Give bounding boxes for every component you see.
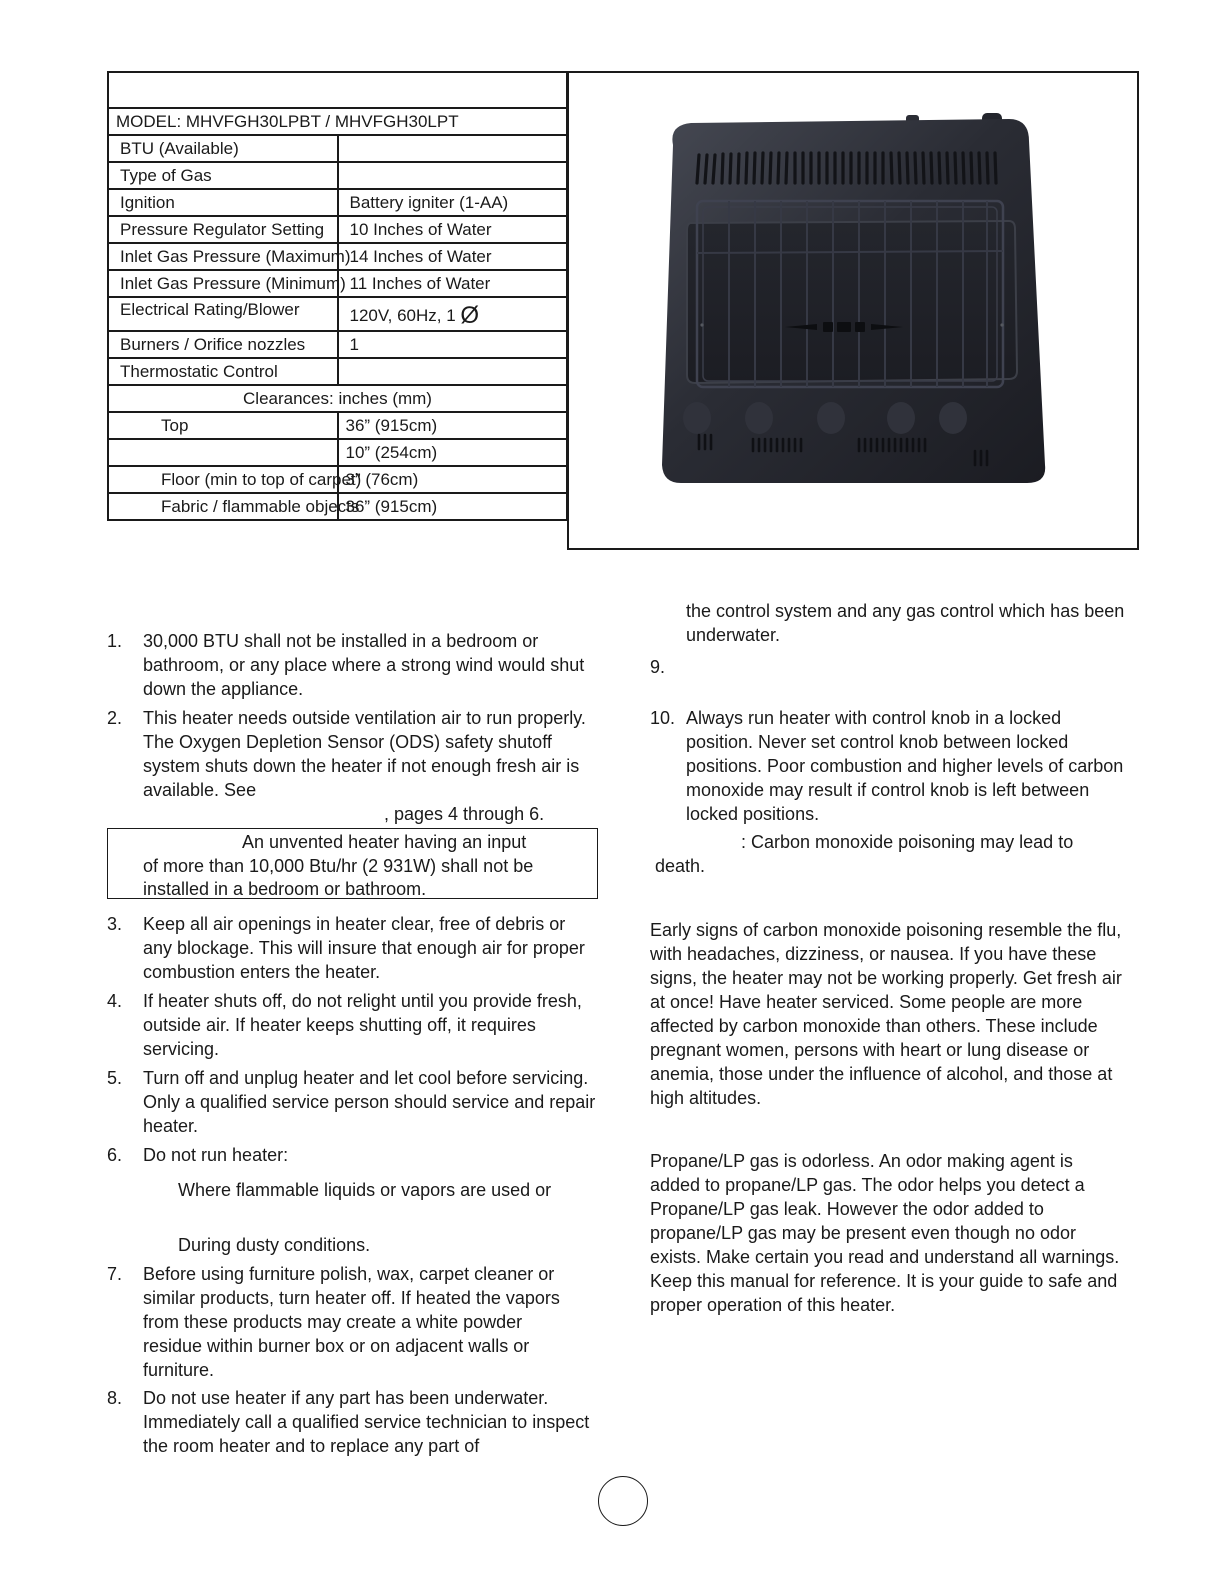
- clearance-label: Fabric / flammable objects: [108, 493, 338, 520]
- spec-value: [338, 135, 568, 162]
- clearance-row: [108, 412, 567, 439]
- list-item-8-continued: the control system and any gas control which has been underwater.: [686, 601, 1125, 645]
- spec-label: BTU (Available): [108, 135, 338, 162]
- clearance-row: [108, 493, 567, 520]
- spec-value: [338, 358, 568, 385]
- spec-value: [338, 297, 568, 331]
- clearance-row: [108, 439, 567, 466]
- list-item-4: If heater shuts off, do not relight until you provide fresh, outside air. If heater keeps shutting off, it requires servicing.: [143, 991, 582, 1059]
- list-item-5: Turn off and unplug heater and let cool before servicing. Only a qualified service person should service and repair heater.: [143, 1068, 596, 1136]
- spec-value: 14 Inches of Water: [338, 243, 568, 270]
- heater-illustration: [569, 73, 1137, 548]
- clearance-value: 10” (254cm): [338, 439, 568, 466]
- warning-line: An unvented heater having an input: [242, 832, 527, 852]
- spec-row: [108, 270, 567, 297]
- heater-photo-frame: [567, 71, 1139, 550]
- list-item-6-sub: Where flammable liquids or vapors are used or: [178, 1180, 552, 1200]
- electrical-rating-value: 120V, 60Hz, 1: [349, 306, 456, 325]
- list-item-6: Do not run heater:: [143, 1145, 289, 1165]
- clearance-label: Floor (min to top of carpet): [108, 466, 338, 493]
- front-panel: [687, 221, 1017, 383]
- spec-label: Burners / Orifice nozzles: [108, 331, 338, 358]
- spec-row: [108, 331, 567, 358]
- spec-model-cell: MODEL: MHVFGH30LPBT / MHVFGH30LPT: [108, 108, 567, 135]
- spec-label: Electrical Rating/Blower: [108, 297, 338, 331]
- clearance-row: [108, 466, 567, 493]
- spec-label: Type of Gas: [108, 162, 338, 189]
- spec-row: [108, 135, 567, 162]
- list-number: 10.: [650, 708, 676, 728]
- spec-row: [108, 243, 567, 270]
- list-item-3: Keep all air openings in heater clear, free of debris or any blockage. This will insure that enough air for proper combustion enters the heater.: [143, 914, 585, 982]
- list-item-10: Always run heater with control knob in a locked position. Never set control knob between locked positions. Poor combustion and higher levels of carbon monoxide may result if control knob is left between locked positions.: [686, 708, 1124, 824]
- spec-label: Pressure Regulator Setting: [108, 216, 338, 243]
- spec-table: [107, 71, 568, 521]
- clearances-title-row: [108, 385, 567, 412]
- list-item-7: Before using furniture polish, wax, carpet cleaner or similar products, turn heater off. If heated the vapors from these products may create a white powder residue within burner box or on adjacent walls or furniture.: [143, 1264, 560, 1380]
- spec-value: 11 Inches of Water: [338, 270, 568, 297]
- list-item-6-sub: During dusty conditions.: [178, 1235, 371, 1255]
- co-warning-line: : Carbon monoxide poisoning may lead to: [741, 832, 1074, 852]
- list-number: 5.: [107, 1068, 123, 1088]
- list-number: 4.: [107, 991, 123, 1011]
- warning-line: of more than 10,000 Btu/hr (2 931W) shall not be: [143, 856, 534, 876]
- list-item-2-tail: , pages 4 through 6.: [384, 804, 545, 824]
- clearance-value: 36” (915cm): [338, 412, 568, 439]
- page-number-circle: [598, 1476, 648, 1526]
- spec-value: Battery igniter (1-AA): [338, 189, 568, 216]
- spec-value: [338, 162, 568, 189]
- spec-value: 1: [338, 331, 568, 358]
- spec-row: [108, 162, 567, 189]
- single-phase-symbol: Ø: [460, 302, 480, 329]
- co-warning-line: death.: [655, 856, 706, 876]
- spec-value: 10 Inches of Water: [338, 216, 568, 243]
- spec-label: Ignition: [108, 189, 338, 216]
- spec-model-row: [108, 108, 567, 135]
- spec-label: Inlet Gas Pressure (Minimum): [108, 270, 338, 297]
- list-number: 3.: [107, 914, 123, 934]
- list-number: 9.: [650, 657, 666, 677]
- spec-label: Inlet Gas Pressure (Maximum): [108, 243, 338, 270]
- spec-row: [108, 216, 567, 243]
- list-number: 1.: [107, 631, 123, 651]
- list-number: 8.: [107, 1388, 123, 1408]
- spec-label: Thermostatic Control: [108, 358, 338, 385]
- clearance-value: 3” (76cm): [338, 466, 568, 493]
- list-item-8: Do not use heater if any part has been underwater. Immediately call a qualified service technician to inspect the room heater and to replace any part of: [143, 1388, 590, 1456]
- list-item-2: This heater needs outside ventilation air to run properly. The Oxygen Depletion Sensor (ODS) safety shutoff system shuts down the heater if not enough fresh air is available. See: [143, 708, 586, 800]
- list-number: 2.: [107, 708, 123, 728]
- spec-header-row: [108, 72, 567, 108]
- list-number: 6.: [107, 1145, 123, 1165]
- clearances-title: Clearances: inches (mm): [108, 385, 567, 412]
- spec-row: [108, 189, 567, 216]
- warning-box: [107, 828, 598, 899]
- spec-row: [108, 297, 567, 331]
- clearance-label: Top: [108, 412, 338, 439]
- list-number: 7.: [107, 1264, 123, 1284]
- co-symptoms-paragraph: Early signs of carbon monoxide poisoning resemble the flu, with headaches, dizziness, or nausea. If you have these signs, the heater may not be working properly. Get fresh air at once! Have heater serviced. Some people are more affected by carbon monoxide than others. These include pregnant women, persons with heart or lung disease or anemia, those under the influence of alcohol, and those at high altitudes.: [650, 920, 1122, 1108]
- spec-header-cell: [108, 72, 567, 108]
- spec-row: [108, 358, 567, 385]
- clearance-label: [108, 439, 338, 466]
- list-item-1: 30,000 BTU shall not be installed in a bedroom or bathroom, or any place where a strong wind would shut down the appliance.: [143, 631, 585, 699]
- clearance-value: 36” (915cm): [338, 493, 568, 520]
- odor-paragraph: Propane/LP gas is odorless. An odor making agent is added to propane/LP gas. The odor helps you detect a Propane/LP gas leak. However the odor added to propane/LP gas may be present even though no odor exists. Make certain you read and understand all warnings. Keep this manual for reference. It is your guide to safe and proper operation of this heater.: [650, 1151, 1120, 1315]
- warning-line: installed in a bedroom or bathroom.: [143, 879, 427, 899]
